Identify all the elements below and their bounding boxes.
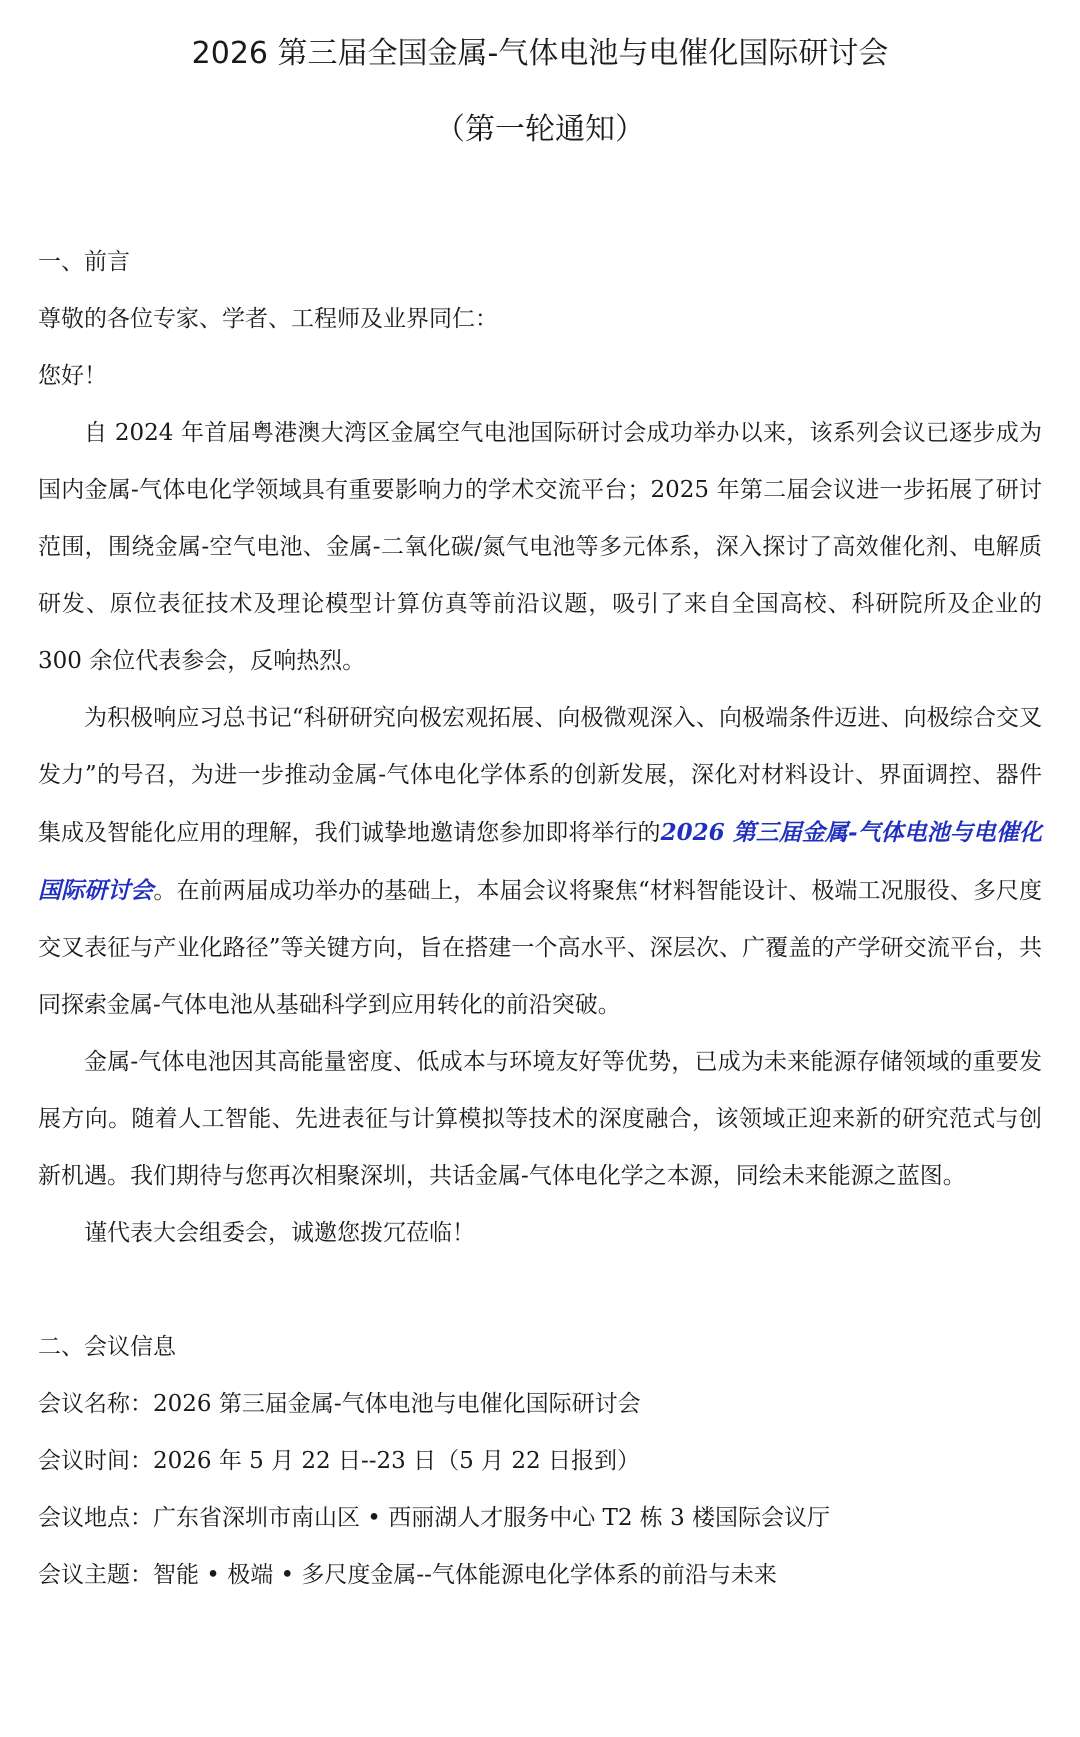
section-heading-info: 二、会议信息 bbox=[38, 1334, 176, 1360]
greeting: 您好！ bbox=[38, 363, 107, 389]
notice-document bbox=[38, 28, 1042, 1604]
conference-name: 会议名称：2026 第三届金属-气体电池与电催化国际研讨会 bbox=[38, 1391, 641, 1417]
paragraph-closing: 谨代表大会组委会，诚邀您拨冗莅临！ bbox=[84, 1220, 475, 1246]
section-conference-info bbox=[38, 1319, 1042, 1604]
section-heading-preface: 一、前言 bbox=[38, 249, 130, 275]
spacer bbox=[38, 1262, 1042, 1319]
section-preface bbox=[38, 234, 1042, 1262]
spacer bbox=[38, 156, 1042, 234]
document-subtitle: （第一轮通知） bbox=[435, 112, 645, 147]
conference-theme: 会议主题：智能 • 极端 • 多尺度金属--气体能源电化学体系的前沿与未来 bbox=[38, 1562, 777, 1588]
invitation-text-before: 为积极响应习总书记“科研研究向极宏观拓展、向极微观深入、向极端条件迈进、向极综合交叉发力”的号召，为进一步推动金属-气体电化学体系的创新发展，深化对材料设计、界面调控、器件集成及智能化应用的理解，我们诚挚地邀请您参加即将举行的 bbox=[38, 705, 1042, 846]
paragraph-outlook: 金属-气体电池因其高能量密度、低成本与环境友好等优势，已成为未来能源存储领域的重要发展方向。随着人工智能、先进表征与计算模拟等技术的深度融合，该领域正迎来新的研究范式与创新机遇。我们期待与您再次相聚深圳，共话金属-气体电化学之本源，同绘未来能源之蓝图。 bbox=[38, 1049, 1042, 1189]
conference-place: 会议地点：广东省深圳市南山区 • 西丽湖人才服务中心 T2 栋 3 楼国际会议厅 bbox=[38, 1505, 831, 1531]
conference-name-highlight: 2026 第三届金属-气体电池与电催化国际研讨会 bbox=[38, 819, 1043, 904]
paragraph-invitation bbox=[38, 690, 1042, 1034]
invitation-text-after: 。在前两届成功举办的基础上，本届会议将聚焦“材料智能设计、极端工况服役、多尺度交叉表征与产业化路径”等关键方向，旨在搭建一个高水平、深层次、广覆盖的产学研交流平台，共同探索金属-气体电池从基础科学到应用转化的前沿突破。 bbox=[38, 878, 1043, 1018]
paragraph-history: 自 2024 年首届粤港澳大湾区金属空气电池国际研讨会成功举办以来，该系列会议已逐步成为国内金属-气体电化学领域具有重要影响力的学术交流平台；2025 年第二届会议进一步拓展了研讨范围，围绕金属-空气电池、金属-二氧化碳/氮气电池等多元体系，深入探讨了高效催化剂、电解质研发、原位表征技术及理论模型计算仿真等前沿议题，吸引了来自全国高校、科研院所及企业的 300 余位代表参会，反响热烈。 bbox=[38, 420, 1042, 674]
document-title: 2026 第三届全国金属-气体电池与电催化国际研讨会 bbox=[191, 36, 889, 71]
conference-time: 会议时间：2026 年 5 月 22 日--23 日（5 月 22 日报到） bbox=[38, 1448, 640, 1474]
salutation: 尊敬的各位专家、学者、工程师及业界同仁： bbox=[38, 306, 498, 332]
